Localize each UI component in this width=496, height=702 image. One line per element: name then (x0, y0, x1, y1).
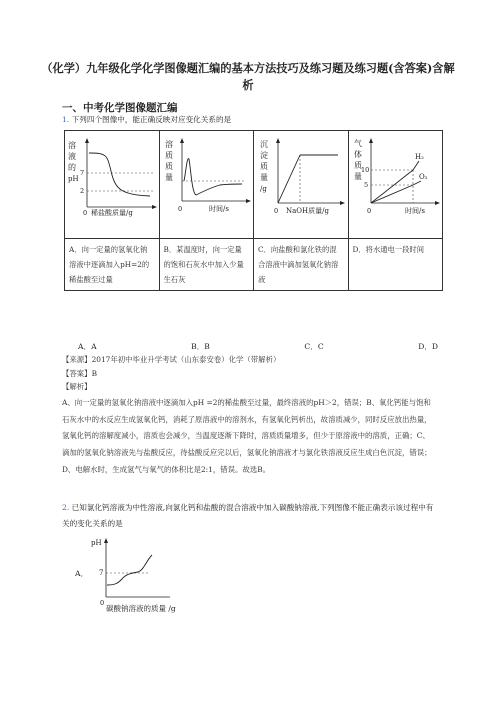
graph-b (160, 131, 254, 233)
graph-d-cell (348, 131, 443, 239)
origin: 0 (83, 209, 88, 217)
y-label-2: 质 (164, 151, 173, 160)
y-label-1: 溶 (164, 140, 173, 149)
option-c-text: C．向盐酸和氯化铁的混合溶液中滴加氢氧化钠溶液 (254, 239, 349, 291)
choice-d: D．D (418, 342, 438, 351)
page-title: （化学）九年级化学化学图像题汇编的基本方法技巧及练习题及练习题(含答案)含解析 (41, 61, 455, 92)
series-h2: H₂ (414, 153, 424, 161)
origin: 0 (274, 207, 279, 215)
x-label: 碳酸钠溶液的质量 /g (106, 604, 176, 613)
origin: 0 (366, 207, 371, 215)
answer-choices (78, 341, 438, 352)
graph-d (349, 131, 443, 233)
question-text: 已知氯化钙溶液为中性溶液,向氯化钙和盐酸的混合溶液中加入碳酸钠溶液,下列图像不能正确表示该过程中有关的变化关系的是 (62, 503, 434, 528)
option-b-text: B．某温度时，向一定量的饱和石灰水中加入少量生石灰 (159, 239, 254, 291)
source-line: 【来源】2017年初中毕业升学考试（山东泰安卷）化学（带解析） (62, 355, 281, 364)
y-label-1: 沉 (260, 140, 268, 149)
answer-line: 【答案】B (62, 369, 97, 378)
question-1-stem (62, 114, 452, 125)
graph-c (254, 131, 348, 233)
option-a-text: A．向一定量的氢氧化钠溶液中逐滴加入pH=2的稀盐酸至过量 (65, 239, 160, 291)
y-label: pH (91, 539, 102, 547)
y-tick-7: 7 (99, 569, 104, 577)
x-label: 时间/s (404, 207, 425, 215)
graph-b-cell (159, 131, 254, 239)
option-table (64, 130, 443, 291)
y-label-3: 质 (260, 162, 268, 171)
question-number: 2. (62, 503, 70, 512)
x-label: 稀盐酸质量/g (91, 209, 133, 217)
x-label: NaOH质量/g (286, 207, 329, 215)
graph-c-cell (254, 131, 349, 239)
y-tick-7: 7 (80, 169, 85, 177)
y-label-5: /g (260, 185, 267, 193)
q2-graph-a (86, 533, 196, 613)
origin: 0 (177, 205, 182, 213)
y-label-3: 的 (68, 163, 76, 172)
series-o2: O₂ (418, 173, 428, 181)
choice-a: A．A (78, 342, 97, 351)
question-2-stem (62, 500, 434, 532)
origin: 0 (100, 599, 105, 607)
question-text: 下列四个图像中，能正确反映对应变化关系的是 (71, 115, 232, 124)
y-label-4: pH (68, 175, 79, 183)
y-label-1: 气 (353, 139, 362, 148)
y-tick-5: 5 (363, 181, 368, 189)
choice-b: B．B (191, 342, 210, 351)
analysis-text: A、向一定量的氢氧化钠溶液中逐滴加入pH =2的稀盐酸至过量，最终溶液的pH＞2，错误；B、氧化钙能与饱和石灰水中的水反应生成氢氧化钙，消耗了原溶液中的溶剂水，有氢氧化钙析出，故溶质减少，同时反应放出热量，氢氧化钙的溶解度减小，溶质也会减少，当温度逐渐下降时，溶质质量增多，但少于原溶液中的溶质，正确；C、滴加的氢氧化钠溶液先与盐酸反应，待盐酸反应完以后，氢氧化钠溶液才与氯化铁溶液反应生成白色沉淀，错误；D、电解水时，生成氢气与氧气的体积比是2:1，错误。故选B。 (62, 398, 432, 474)
choice-c: C．C (304, 342, 324, 351)
y-label-3: 质 (353, 161, 362, 170)
y-label-3: 质 (164, 162, 173, 171)
analysis-label: 【解析】 (62, 382, 92, 391)
y-label-2: 淀 (260, 151, 268, 160)
h2-line (371, 170, 413, 203)
y-label-1: 溶 (68, 141, 76, 150)
y-tick-10: 10 (360, 166, 369, 174)
graph-a (65, 131, 159, 233)
y-label-4: 量 (164, 173, 173, 182)
graph-a-cell (65, 131, 160, 239)
y-label-2: 液 (68, 152, 76, 161)
q2-option-a-label: A． (75, 569, 89, 578)
y-label-4: 量 (260, 173, 268, 182)
option-d-text: D．将水通电一段时间 (348, 239, 443, 291)
y-tick-2: 2 (80, 187, 85, 195)
y-label-2: 体 (353, 150, 362, 159)
question-number: 1. (62, 115, 70, 124)
o2-line (371, 185, 413, 203)
section-heading: 一、中考化学图像题汇编 (62, 102, 178, 114)
x-label: 时间/s (208, 205, 229, 213)
y-label-4: 量 (353, 172, 362, 181)
